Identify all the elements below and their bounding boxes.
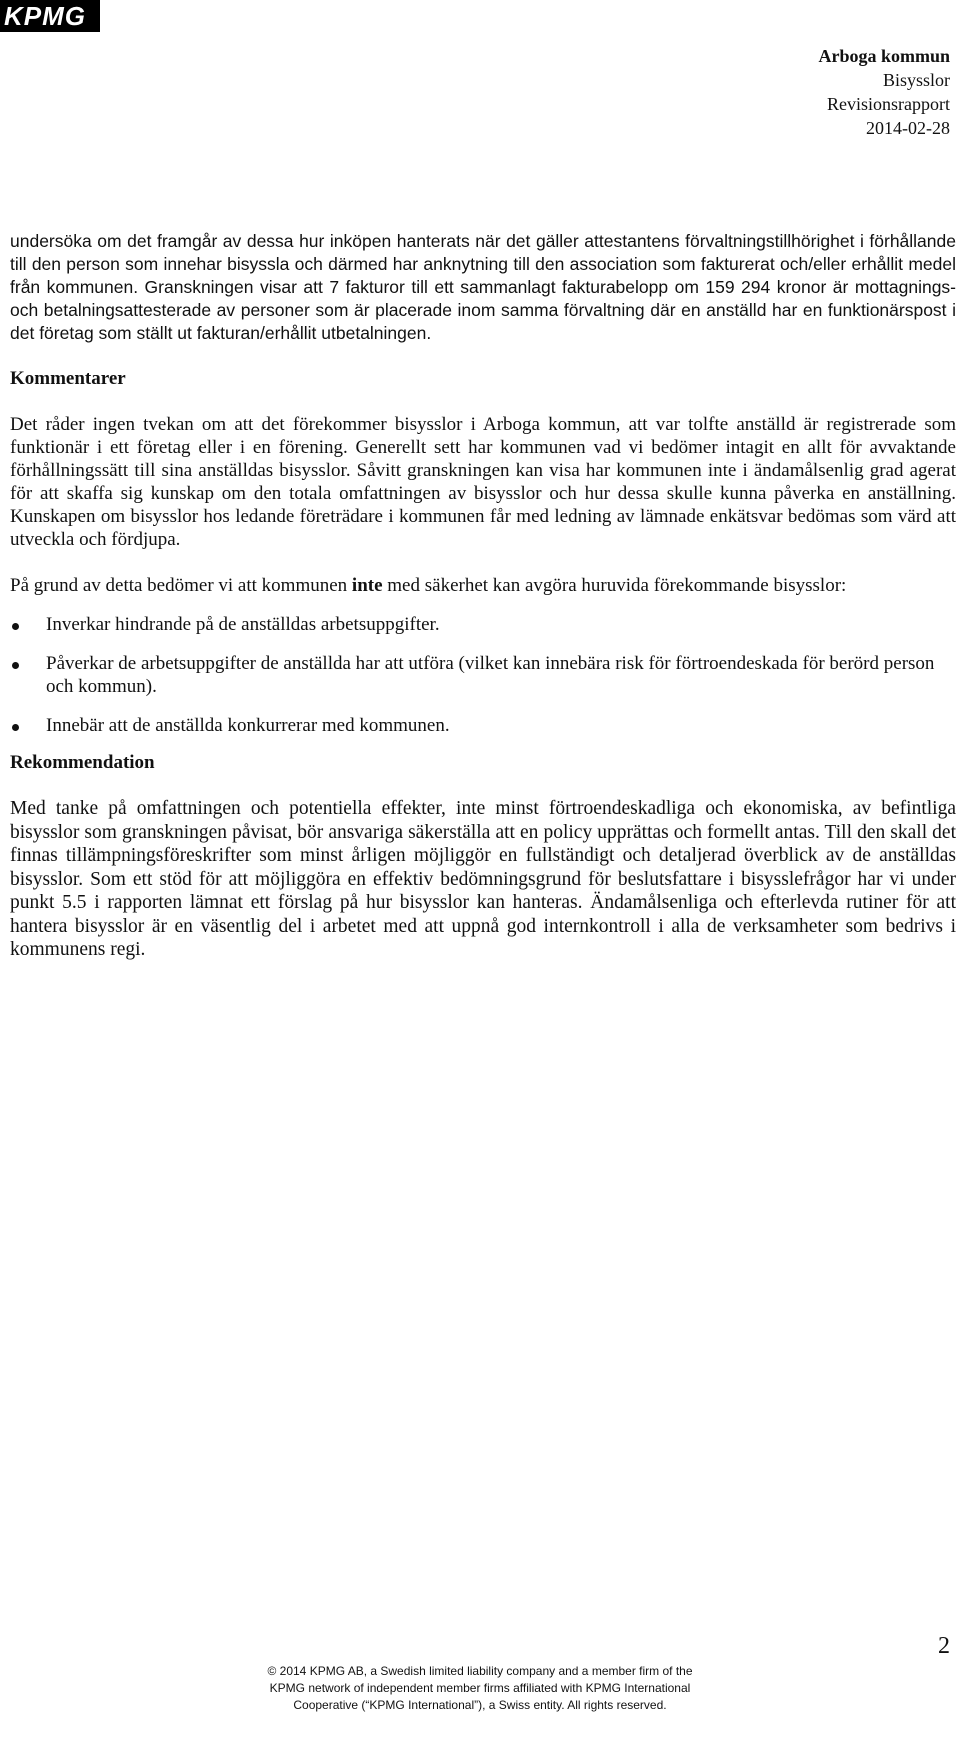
kpmg-logo: KPMG bbox=[0, 0, 100, 32]
footer-line: © 2014 KPMG AB, a Swedish limited liability company and a member firm of the bbox=[267, 1664, 693, 1678]
bullet-text: Inverkar hindrande på de anställdas arbetsuppgifter. bbox=[46, 614, 440, 635]
comments-paragraph: Det råder ingen tvekan om att det förekommer bisysslor i Arboga kommun, att var tolfte anställd är registrerade som funktionär i ett företag eller i en förening. Generellt sett har kommunen vad vi bedömer intagit en allt för avvaktande förhållningssätt till sina anställdas bisysslor. Såvitt granskningen kan visa har kommunen inte i ändamålsenlig grad agerat för att skaffa sig kunskap om den totala omfattningen av bisysslor och hur dessa skulle kunna påverka en anställning. Kunskapen om bisysslor hos ledande företrädare i kommunen får med ledning av lämnade enkätsvar bedömas som värd att utveckla och fördjupa. bbox=[10, 414, 956, 550]
bullet-item bbox=[10, 613, 956, 636]
recommendation-paragraph: Med tanke på omfattningen och potentiella effekter, inte minst förtroendeskadliga och ekonomiska, av befintliga bisysslor som granskningen påvisat, bör ansvariga säkerställa att en policy upprättas och formellt antas. Till den skall det finnas tillämpningsföreskrifter som minst årligen möjliggör en fullständigt och detaljerad överblick av de anställdas bisysslor. Som ett stöd för att möjliggöra en effektiv bedömningsgrund för beslutsfattare i bisysslefrågor har vi under punkt 5.5 i rapporten lämnat ett förslag på hur bisysslor kan hanteras. Ändamålsenliga och efterlevda rutiner för att hantera bisysslor är en väsentlig del i arbetet med att uppnå god internkontroll i alla de verksamheter som bedrivs i kommunens regi. bbox=[10, 798, 956, 960]
comments-heading: Kommentarer bbox=[10, 368, 126, 389]
assessment-text-after: med säkerhet kan avgöra huruvida förekommande bisysslor: bbox=[382, 575, 847, 596]
header-report-type: Revisionsrapport bbox=[827, 94, 950, 114]
footer-line: KPMG network of independent member firms affiliated with KPMG International bbox=[269, 1681, 691, 1695]
page-number: 2 bbox=[938, 1633, 950, 1659]
assessment-paragraph bbox=[10, 574, 956, 597]
bullet-text: Innebär att de anställda konkurrerar med kommunen. bbox=[46, 715, 450, 736]
assessment-text-before: På grund av detta bedömer vi att kommunen bbox=[10, 575, 352, 596]
document-body bbox=[10, 230, 956, 962]
bullet-text: Påverkar de arbetsuppgifter de anställda har att utföra (vilket kan innebära risk för förtroendeskada för berörd person och kommun). bbox=[46, 653, 935, 697]
bullet-dot-icon bbox=[12, 662, 19, 669]
bullet-item bbox=[10, 714, 956, 737]
header-organization: Arboga kommun bbox=[818, 46, 950, 66]
bullet-dot-icon bbox=[12, 724, 19, 731]
bullet-item bbox=[10, 652, 956, 698]
document-header bbox=[818, 44, 950, 140]
copyright-footer bbox=[200, 1663, 760, 1714]
bullet-dot-icon bbox=[12, 623, 19, 630]
header-date: 2014-02-28 bbox=[866, 118, 950, 138]
header-subject: Bisysslor bbox=[882, 70, 950, 90]
intro-paragraph: undersöka om det framgår av dessa hur inköpen hanterats när det gäller attestantens förvaltningstillhörighet i förhållande till den person som innehar bisyssla och därmed har anknytning till den association som fakturerat och/eller erhållit medel från kommunen. Granskningen visar att 7 fakturor till ett sammanlagt fakturabelopp om 159 294 kronor är mottagnings- och betalningsattesterade av personer som är placerade inom samma förvaltning där en anställd har en funktionärspost i det företag som ställt ut fakturan/erhållit utbetalningen. bbox=[10, 231, 956, 343]
recommendation-heading: Rekommendation bbox=[10, 752, 155, 773]
assessment-bullet-list bbox=[10, 613, 956, 737]
footer-line: Cooperative (“KPMG International”), a Swiss entity. All rights reserved. bbox=[293, 1698, 667, 1712]
assessment-emphasis: inte bbox=[351, 575, 383, 596]
